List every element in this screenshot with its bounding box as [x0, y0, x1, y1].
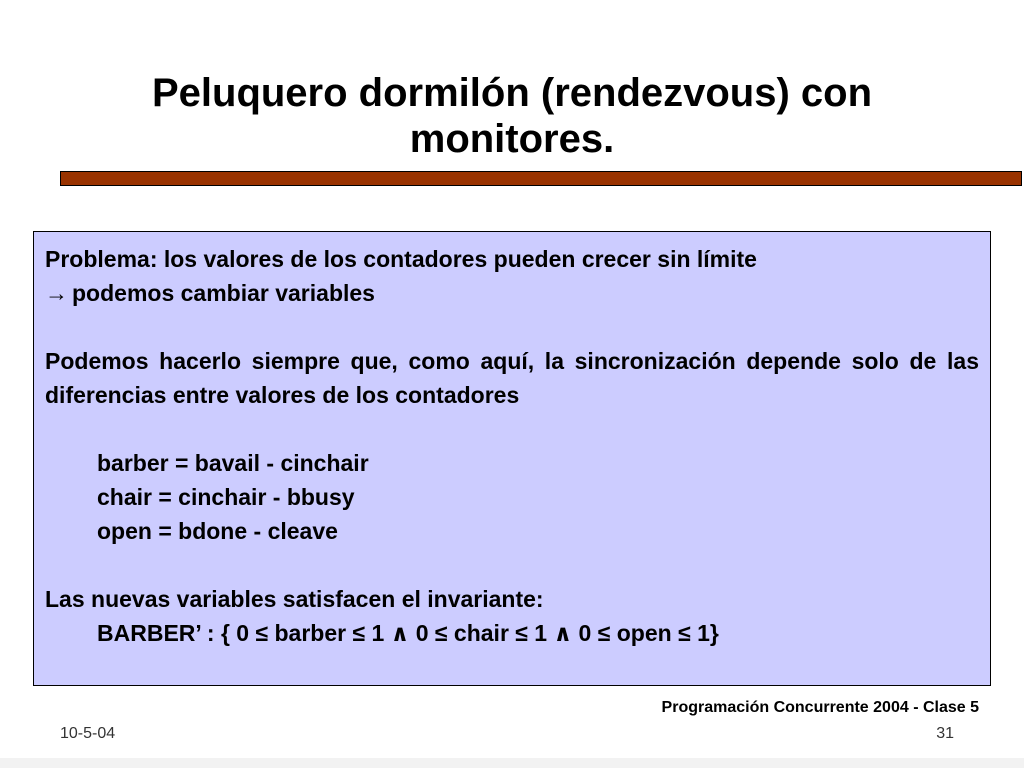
invariant-formula: BARBER’ : { 0 ≤ barber ≤ 1 ∧ 0 ≤ chair ≤ 1 ∧ 0 ≤ open ≤ 1} [97, 620, 719, 646]
footer-date: 10-5-04 [60, 725, 116, 742]
spacer [45, 310, 979, 344]
title-underline-bar [60, 171, 1022, 186]
right-arrow-icon: → [45, 280, 68, 306]
slide-title [60, 70, 964, 162]
slide-title-line-2: monitores. [409, 117, 615, 161]
consequence-line [45, 276, 979, 310]
definition-chair: chair = cinchair - bbusy [97, 484, 355, 510]
footer-page-number: 31 [936, 725, 954, 742]
definition-open: open = bdone - cleave [97, 518, 338, 544]
bottom-band [0, 758, 1024, 768]
content-box [33, 231, 991, 686]
consequence-text: podemos cambiar variables [72, 280, 375, 306]
invariant-intro: Las nuevas variables satisfacen el invariante: [45, 586, 544, 612]
slide-title-line-1: Peluquero dormilón (rendezvous) con [151, 71, 873, 115]
problem-statement: Problema: los valores de los contadores pueden crecer sin límite [45, 246, 757, 272]
explanation-paragraph: Podemos hacerlo siempre que, como aquí, la sincronización depende solo de las diferencias entre valores de los contadores [45, 348, 979, 408]
spacer [45, 548, 979, 582]
definition-barber: barber = bavail - cinchair [97, 450, 369, 476]
footer-course-name: Programación Concurrente 2004 - Clase 5 [661, 699, 979, 716]
spacer [45, 412, 979, 446]
